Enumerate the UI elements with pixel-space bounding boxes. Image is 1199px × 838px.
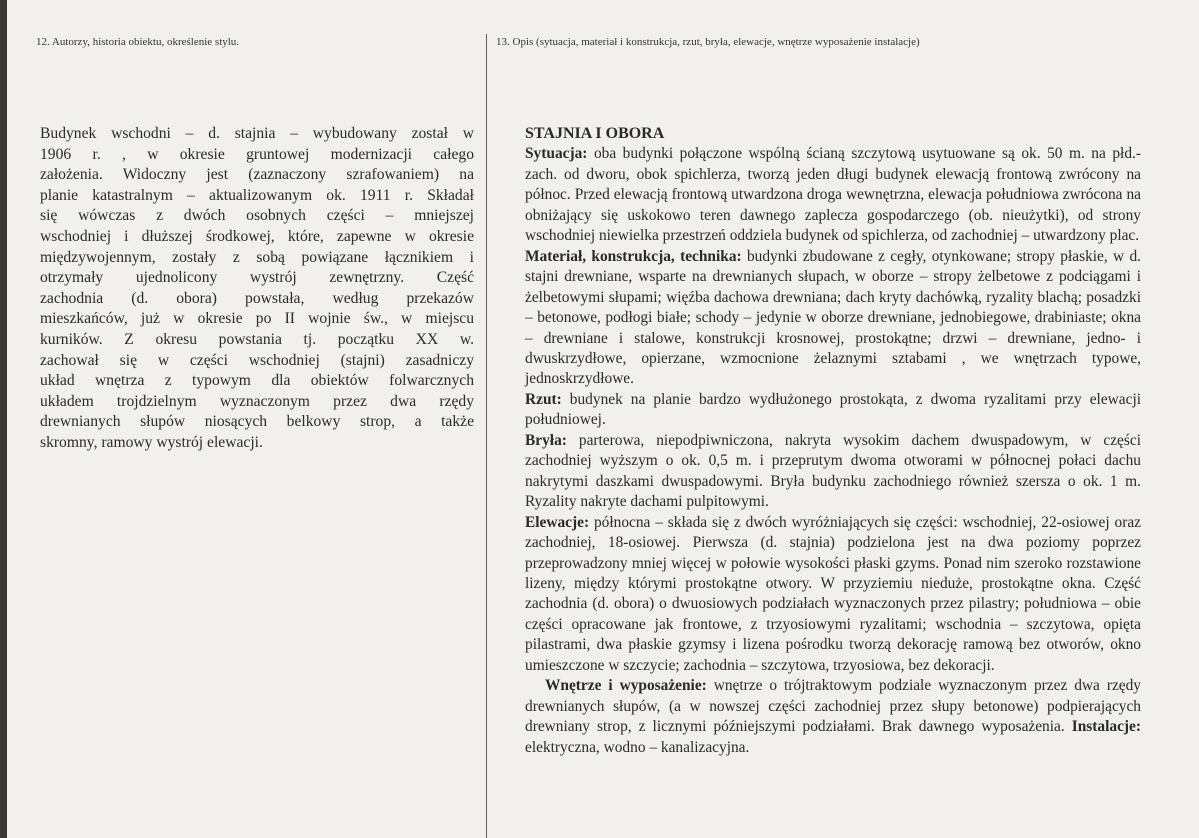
text-line: wschodniej i dłuższej środkowej, które, zapewne w okresie: [40, 227, 474, 245]
text-line: założenia. Widoczny jest (zaznaczony szrafowaniem) na: [40, 166, 474, 184]
text-line: układem trojdzielnym wyznaczonym przez dwa rzędy: [40, 392, 474, 410]
column-divider: [486, 34, 487, 838]
text-line: zachował się w części wschodniej (stajni) zasadniczy: [40, 351, 474, 369]
massing-text: parterowa, niepodpiwniczona, nakryta wysokim dachem dwuspadowym, w części zachodniej wyższym o ok. 0,5 m. i przeprutym dwoma otworami w północnej połaci dachu nakrytymi daszkami dwuspadowymi. Bryła budynku zachodniego również szersza o ok. 1 m. Ryzality nakryte dachami pulpitowymi.: [525, 431, 1141, 511]
interior-label: Wnętrze i wyposażenie:: [545, 677, 707, 695]
situation-text: oba budynki połączone wspólną ścianą szczytową usytuowane są ok. 50 m. na płd.- zach. od dworu, obok spichlerza, tworzą jeden długi budynek elewacją frontową zwrócony na północ. Przed elewacją frontową utwardzona droga wewnętrzna, elewacja południowa zwrócona na obniżający się uskokowo teren dawnego zaplecza gospodarczego (ob. nieużytki), od strony wschodniej niewielka przestrzeń oddziela budynek od spichlerza, od zachodniej – utwardzony plac.: [525, 145, 1141, 245]
elevations-label: Elewacje:: [525, 513, 590, 531]
material-text: budynki zbudowane z cegły, otynkowane; stropy płaskie, w d. stajni drewniane, wsparte na drewnianych słupach, w oborze – stropy żelbetowe z podciągami i żelbetowymi słupami; więźba dachowa drewniana; dach kryty dachówką, ryzality blachą; posadzki – betonowe, podłogi białe; schody – jedynie w oborze drewniane, jednobiegowe, drabiniaste; okna – drewniane i stalowe, konstrukcji krosnowej, prostokątne; drzwi – drewniane, jedno- i dwuskrzydłowe, opierzane, wzmocnione żelaznymi sztabami , we wnętrzach typowe, jednoskrzydłowe.: [525, 247, 1141, 388]
interior-text: wnętrze o trójtraktowym podziale wyznaczonym przez dwa rzędy drewnianych słupów, (a w nowszej części zachodniej przez słupy betonowe) podpierających drewniany strop, z licznymi późniejszymi podziałami. Brak dawnego wyposażenia.: [525, 677, 1141, 736]
section-13-heading: 13. Opis (sytuacja, materiał i konstrukcja, rzut, bryła, elewacje, wnętrze wyposażenie instalacje): [496, 36, 920, 48]
scan-edge: [0, 0, 7, 838]
text-line: układ wnętrza z typowym dla obiektów folwarcznych: [40, 372, 474, 390]
elevations-paragraph: [525, 513, 1141, 677]
text-line: otrzymały ujednolicony wystrój zewnętrzny. Część: [40, 269, 474, 287]
plan-label: Rzut:: [525, 390, 562, 408]
plan-text: budynek na planie bardzo wydłużonego prostokąta, z dwoma ryzalitami przy elewacji południowej.: [525, 390, 1141, 429]
history-text: [40, 124, 474, 454]
text-line: kurników. Z okresu powstania tj. początku XX w.: [40, 330, 474, 348]
material-label: Materiał, konstrukcja, technika:: [525, 247, 742, 265]
text-line: drewnianych słupów niosących belkowy strop, a także: [40, 413, 474, 431]
installations-label: Instalacje:: [1071, 718, 1141, 736]
massing-paragraph: [525, 431, 1141, 513]
building-title: STAJNIA I OBORA: [525, 125, 665, 142]
massing-label: Bryła:: [525, 431, 567, 449]
situation-label: Sytuacja:: [525, 145, 588, 163]
text-line: się wówczas z dwóch osobnych części – mniejszej: [40, 207, 474, 225]
material-paragraph: [525, 247, 1141, 390]
section-12-heading: 12. Autorzy, historia obiektu, określenie stylu.: [36, 36, 240, 48]
interior-paragraph: [525, 676, 1141, 758]
description-text: [525, 124, 1141, 758]
situation-paragraph: [525, 144, 1141, 246]
text-line: 1906 r. , w okresie gruntowej modernizacji całego: [40, 145, 474, 163]
text-line: skromny, ramowy wystrój elewacji.: [40, 433, 263, 451]
text-line: Budynek wschodni – d. stajnia – wybudowany został w: [40, 125, 474, 142]
installations-text: elektryczna, wodno – kanalizacyjna.: [525, 738, 750, 756]
text-line: mieszkańców, już w okresie po II wojnie św., w miejscu: [40, 310, 474, 328]
text-line: planie katastralnym – aktualizowanym ok. 1911 r. Składał: [40, 186, 474, 204]
plan-paragraph: [525, 390, 1141, 431]
elevations-text: północna – składa się z dwóch wyróżniających się części: wschodniej, 22-osiowej oraz zachodniej, 18-osiowej. Pierwsza (d. stajnia) podzielona jest na dwa poziomy poprzez przeprowadzony mniej więcej w połowie wysokości płaski gzyms. Ponad nim szeroko rozstawione lizeny, między którymi prostokątne otwory. W przyziemiu nieduże, prostokątne okna. Część zachodnia (d. obora) o dwuosiowych podziałach wyznaczonych przez pilastry; południowa – obie części opracowane jak frontowe, z trzyosiowymi ryzalitami; wschodnia – szczytowa, opięta pilastrami, dwa płaskie gzymsy i lizena pośrodku tworzą dekorację ramową bez otworów, okno umieszczone w szczycie; zachodnia – szczytowa, trzyosiowa, bez dekoracji.: [525, 513, 1141, 674]
text-line: zachodnia (d. obora) powstała, według przekazów: [40, 289, 474, 307]
text-line: międzywojennym, zostały z sobą powiązane łącznikiem i: [40, 248, 474, 266]
